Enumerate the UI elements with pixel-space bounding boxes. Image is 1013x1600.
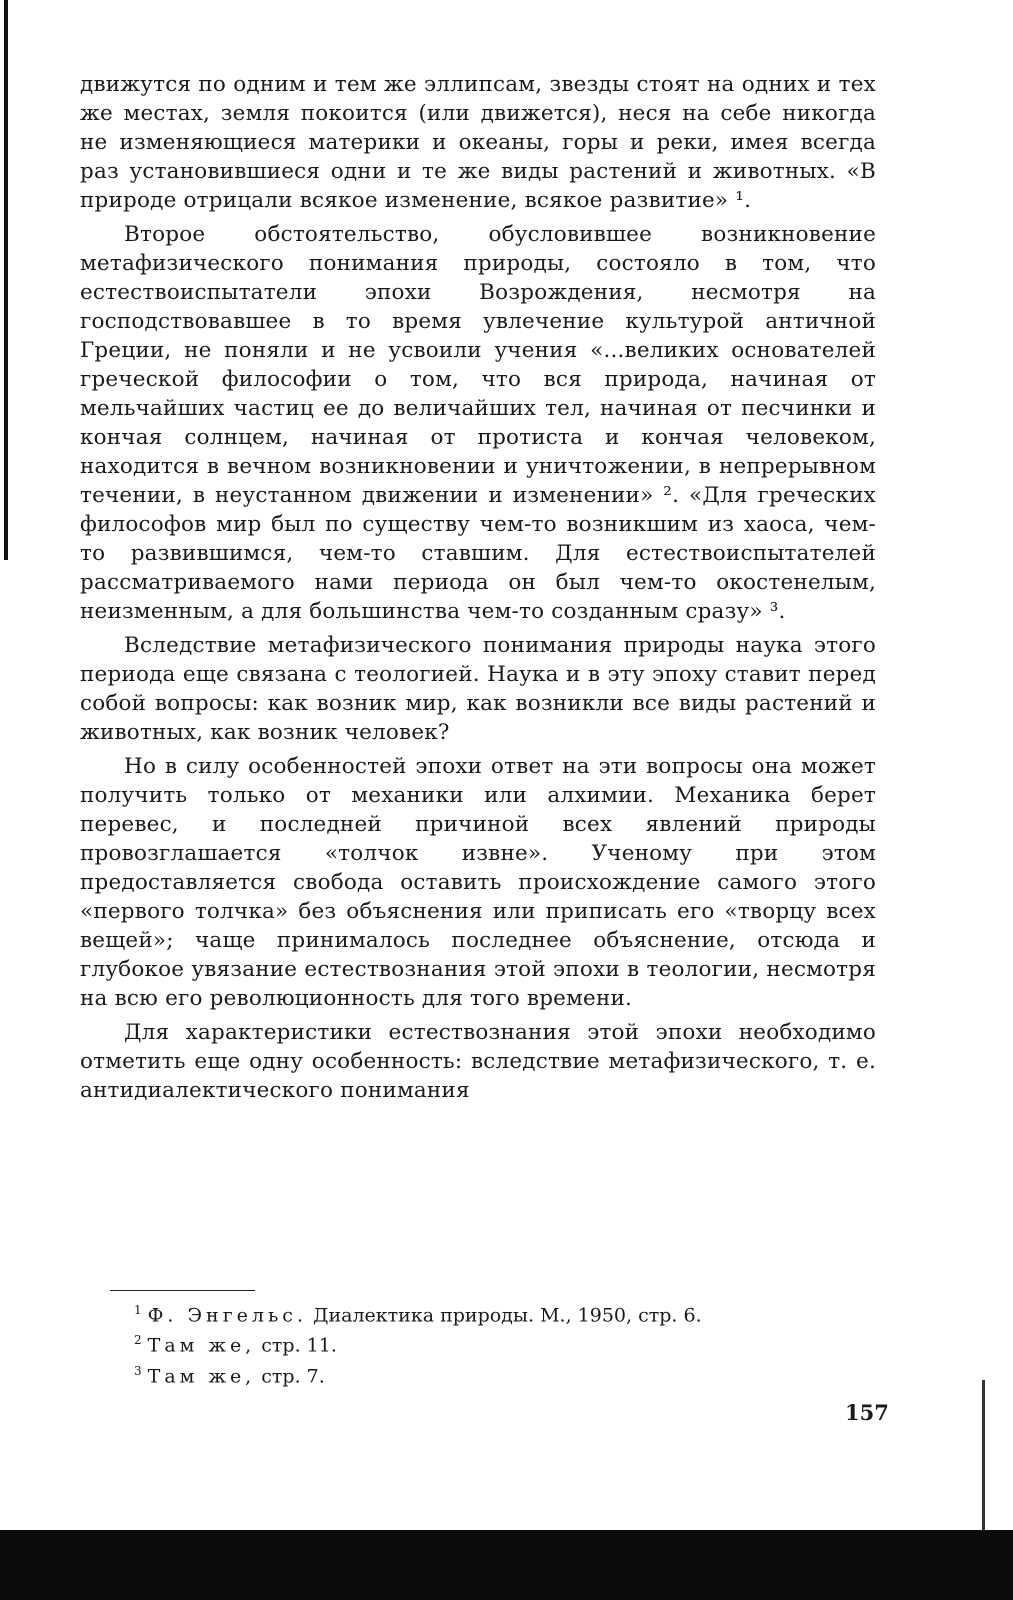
paragraph-4: Но в силу особенностей эпохи ответ на эти вопросы она может получить только от механики или алхимии. Механика берет перевес, и последней причиной всех явлений природы провозглашается «толчок извне». Ученому при этом предоставляется свобода оставить происхождение самого этого «первого толчка» без объяснения или приписать его «творцу всех вещей»; чаще принималось последнее объяснение, отсюда и глубокое увязание естествознания этой эпохи в теологии, несмотря на всю его революционность для того времени. bbox=[80, 754, 876, 1011]
paragraph-2: Второе обстоятельство, обусловившее возникновение метафизического понимания природы, состояло в том, что естествоиспытатели эпохи Возрождения, несмотря на господствовавшее в то время увлечение культурой античной Греции, не поняли и не усвоили учения «...великих основателей греческой философии о том, что вся природа, начиная от мельчайших частиц ее до величайших тел, начиная от песчинки и кончая солнцем, начиная от протиста и кончая человеком, находится в вечном возникновении и уничтожении, в непрерывном течении, в неустанном движении и изменении» ². «Для греческих философов мир был по существу чем-то возникшим из хаоса, чем-то развившимся, чем-то ставшим. Для естествоиспытателей рассматриваемого нами периода он был чем-то окостенелым, неизменным, а для большинства чем-то созданным сразу» ³. bbox=[80, 222, 876, 624]
footnote-mark: 2 bbox=[134, 1333, 142, 1348]
body-text bbox=[80, 70, 876, 1105]
footnote-divider bbox=[110, 1290, 255, 1291]
footnote-2 bbox=[134, 1328, 834, 1358]
footnote-3 bbox=[134, 1359, 834, 1389]
footnote-author: Там же, bbox=[147, 1364, 256, 1387]
page-number: 157 bbox=[845, 1400, 889, 1425]
footnote-text: стр. 11. bbox=[261, 1334, 337, 1357]
footnote-mark: 3 bbox=[134, 1363, 142, 1378]
paragraph-3: Вследствие метафизического понимания природы наука этого периода еще связана с теологией. Наука и в эту эпоху ставит перед собой вопросы: как возник мир, как возникли все виды растений и животных, как возник человек? bbox=[80, 633, 876, 745]
footnote-author: Там же, bbox=[147, 1334, 256, 1357]
scan-bottom-border bbox=[0, 1530, 1013, 1600]
scan-edge-right bbox=[982, 1380, 985, 1530]
footnote-1 bbox=[134, 1298, 834, 1328]
scan-edge-left bbox=[4, 0, 8, 560]
paragraph-5: Для характеристики естествознания этой эпохи необходимо отметить еще одну особенность: вследствие метафизического, т. е. антидиалектического понимания bbox=[80, 1020, 876, 1103]
footnote-mark: 1 bbox=[134, 1303, 142, 1317]
paragraph-1: движутся по одним и тем же эллипсам, звезды стоят на одних и тех же местах, земля покоится (или движется), неся на себе никогда не изменяющиеся материки и океаны, горы и реки, имея всегда раз установившиеся одни и те же виды растений и животных. «В природе отрицали всякое изменение, всякое развитие» ¹. bbox=[80, 72, 876, 213]
footnote-text: стр. 7. bbox=[261, 1364, 325, 1387]
footnotes bbox=[134, 1298, 834, 1389]
footnote-author: Ф. Энгельс. bbox=[147, 1304, 307, 1327]
footnote-text: Диалектика природы. М., 1950, стр. 6. bbox=[313, 1304, 702, 1327]
